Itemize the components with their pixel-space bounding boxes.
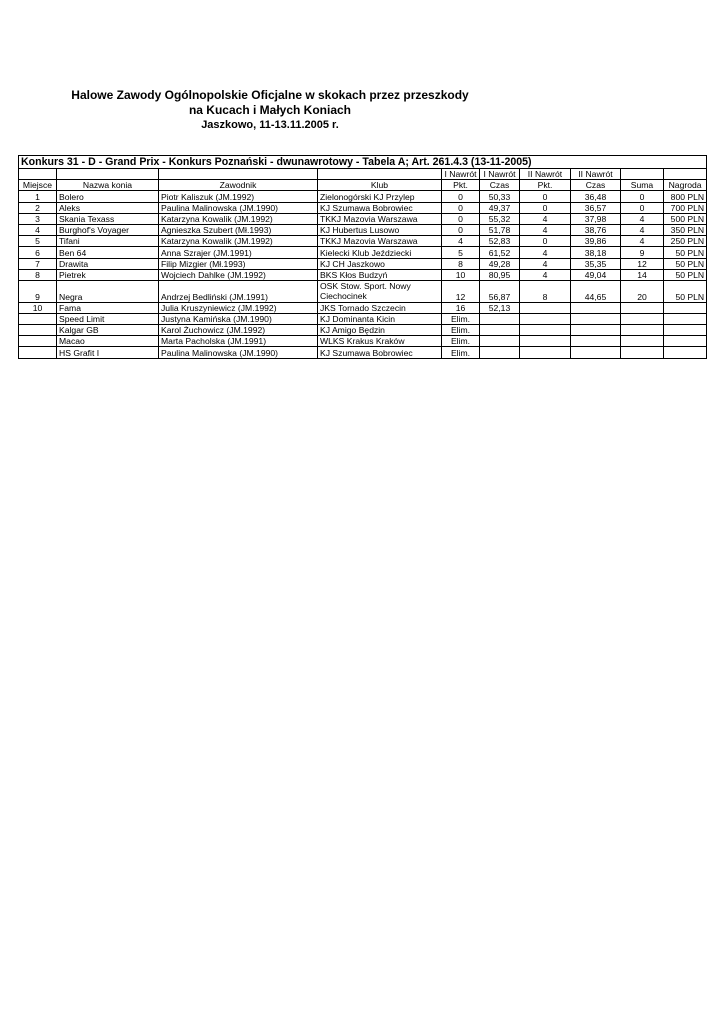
rider-cell: Piotr Kaliszuk (JM.1992) [159,191,318,202]
sum-cell: 4 [621,236,664,247]
rider-cell: Karol Żuchowicz (JM.1992) [159,325,318,336]
round2-time-cell [571,313,621,324]
prize-cell [664,313,707,324]
prize-cell [664,325,707,336]
rider-cell: Julia Kruszyniewicz (JM.1992) [159,302,318,313]
group-header-row [19,169,707,180]
round1-time-cell [480,336,520,347]
column-header-prize: Nagroda [664,180,707,191]
column-header-club: Klub [318,180,442,191]
round2-points-group-header: II Nawrót [520,169,571,180]
place-cell: 2 [19,202,57,213]
round2-time-cell: 38,18 [571,247,621,258]
round2-time-cell: 35,35 [571,258,621,269]
sum-cell: 14 [621,269,664,280]
round1-points-cell: 0 [442,224,480,235]
round1-time-cell: 80,95 [480,269,520,280]
prize-cell: 800 PLN [664,191,707,202]
round2-time-cell: 36,57 [571,202,621,213]
sum-cell: 0 [621,191,664,202]
rider-cell: Katarzyna Kowalik (JM.1992) [159,213,318,224]
round2-time-cell: 36,48 [571,191,621,202]
round1-time-cell: 52,83 [480,236,520,247]
empty-cell [19,169,57,180]
round1-time-cell: 56,87 [480,280,520,302]
column-header-rider: Zawodnik [159,180,318,191]
round2-points-cell [520,336,571,347]
table-row [19,313,707,324]
horse-name-cell: Drawita [57,258,159,269]
club-cell: Zielonogórski KJ Przylep [318,191,442,202]
horse-name-cell: Negra [57,280,159,302]
round1-time-cell: 51,78 [480,224,520,235]
place-cell [19,336,57,347]
table-row [19,224,707,235]
sum-cell [621,302,664,313]
table-row [19,236,707,247]
empty-cell [159,169,318,180]
club-cell: KJ CH Jaszkowo [318,258,442,269]
round2-time-cell: 39,86 [571,236,621,247]
rider-cell: Marta Pacholska (JM.1991) [159,336,318,347]
round1-time-cell: 52,13 [480,302,520,313]
round1-time-cell: 55,32 [480,213,520,224]
round2-time-cell [571,347,621,358]
place-cell: 9 [19,280,57,302]
round2-points-cell [520,347,571,358]
sum-cell: 0 [621,202,664,213]
table-row [19,247,707,258]
rider-cell: Anna Szrajer (JM.1991) [159,247,318,258]
round1-time-cell: 61,52 [480,247,520,258]
club-cell: KJ Hubertus Lusowo [318,224,442,235]
horse-name-cell: Burghof's Voyager [57,224,159,235]
round2-points-cell: 4 [520,247,571,258]
prize-cell: 500 PLN [664,213,707,224]
round2-points-cell: 4 [520,224,571,235]
sum-cell [621,347,664,358]
horse-name-cell: Aleks [57,202,159,213]
round1-time-group-header: I Nawrót [480,169,520,180]
horse-name-cell: Skania Texass [57,213,159,224]
round2-time-cell [571,325,621,336]
round1-points-cell: 0 [442,191,480,202]
club-cell: KJ Amigo Będzin [318,325,442,336]
club-cell: TKKJ Mazovia Warszawa [318,213,442,224]
club-cell: JKS Tornado Szczecin [318,302,442,313]
rider-cell: Justyna Kamińska (JM.1990) [159,313,318,324]
club-cell: KJ Szumawa Bobrowiec [318,202,442,213]
prize-cell [664,302,707,313]
column-header-sum: Suma [621,180,664,191]
club-cell: KJ Dominanta Kicin [318,313,442,324]
empty-cell [664,169,707,180]
horse-name-cell: Speed Limit [57,313,159,324]
competition-caption: Konkurs 31 - D - Grand Prix - Konkurs Poznański - dwunawrotowy - Tabela A; Art. 261.4.3 (13-11-2005) [19,156,707,169]
table-row [19,202,707,213]
table-row [19,280,707,302]
round2-points-cell: 4 [520,269,571,280]
club-cell: TKKJ Mazovia Warszawa [318,236,442,247]
place-cell [19,313,57,324]
prize-cell: 50 PLN [664,258,707,269]
round2-time-cell: 49,04 [571,269,621,280]
round1-points-cell: 4 [442,236,480,247]
place-cell: 6 [19,247,57,258]
round2-points-cell: 4 [520,213,571,224]
round2-time-cell: 37,98 [571,213,621,224]
round1-time-cell [480,347,520,358]
horse-name-cell: Fama [57,302,159,313]
round1-points-cell: Elim. [442,325,480,336]
sum-cell: 4 [621,213,664,224]
sum-cell [621,325,664,336]
sum-cell [621,336,664,347]
document-title: Halowe Zawody Ogólnopolskie Oficjalne w skokach przez przeszkody [71,88,469,102]
horse-name-cell: HS Grafit I [57,347,159,358]
horse-name-cell: Bolero [57,191,159,202]
prize-cell: 50 PLN [664,247,707,258]
column-header-row [19,180,707,191]
round1-points-cell: 5 [442,247,480,258]
rider-cell: Paulina Malinowska (JM.1990) [159,202,318,213]
rider-cell: Andrzej Bedliński (JM.1991) [159,280,318,302]
round2-points-cell [520,325,571,336]
place-cell: 7 [19,258,57,269]
empty-cell [318,169,442,180]
prize-cell: 350 PLN [664,224,707,235]
empty-cell [621,169,664,180]
round2-time-cell [571,336,621,347]
round1-time-cell [480,325,520,336]
round1-points-cell: 0 [442,213,480,224]
table-row [19,347,707,358]
table-row [19,302,707,313]
horse-name-cell: Ben 64 [57,247,159,258]
column-header-place: Miejsce [19,180,57,191]
table-row [19,258,707,269]
rider-cell: Katarzyna Kowalik (JM.1992) [159,236,318,247]
prize-cell: 50 PLN [664,280,707,302]
empty-cell [57,169,159,180]
round2-points-cell: 8 [520,280,571,302]
round2-time-cell: 44,65 [571,280,621,302]
table-row [19,213,707,224]
place-cell: 8 [19,269,57,280]
place-cell: 10 [19,302,57,313]
club-cell: BKS Kłos Budzyń [318,269,442,280]
place-cell: 4 [19,224,57,235]
round2-points-cell: 0 [520,191,571,202]
round2-time-cell [571,302,621,313]
sum-cell: 20 [621,280,664,302]
rider-cell: Agnieszka Szubert (Mł.1993) [159,224,318,235]
horse-name-cell: Macao [57,336,159,347]
sum-cell: 4 [621,224,664,235]
round2-points-cell: 0 [520,202,571,213]
sum-cell: 12 [621,258,664,269]
place-cell: 3 [19,213,57,224]
place-cell: 1 [19,191,57,202]
round1-points-cell: 10 [442,269,480,280]
round1-points-cell: Elim. [442,313,480,324]
round1-time-cell: 49,28 [480,258,520,269]
place-cell [19,347,57,358]
round2-points-cell: 0 [520,236,571,247]
round1-time-cell [480,313,520,324]
place-cell [19,325,57,336]
column-header-round1-time: Czas [480,180,520,191]
prize-cell: 50 PLN [664,269,707,280]
round1-points-group-header: I Nawrót [442,169,480,180]
table-row [19,191,707,202]
round1-points-cell: 0 [442,202,480,213]
rider-cell: Wojciech Dahlke (JM.1992) [159,269,318,280]
round1-time-cell: 50,33 [480,191,520,202]
prize-cell [664,336,707,347]
club-cell: WLKS Krakus Kraków [318,336,442,347]
round2-time-group-header: II Nawrót [571,169,621,180]
prize-cell: 250 PLN [664,236,707,247]
round1-points-cell: 8 [442,258,480,269]
event-place-date: Jaszkowo, 11-13.11.2005 r. [201,119,339,131]
round1-points-cell: 12 [442,280,480,302]
round2-points-cell: 4 [520,258,571,269]
caption-row [19,156,707,169]
rider-cell: Paulina Malinowska (JM.1990) [159,347,318,358]
sum-cell [621,313,664,324]
round2-points-cell [520,302,571,313]
prize-cell [664,347,707,358]
document-subtitle: na Kucach i Małych Koniach [188,103,352,117]
place-cell: 5 [19,236,57,247]
rider-cell: Filip Mizgier (Mł.1993) [159,258,318,269]
horse-name-cell: Tifani [57,236,159,247]
table-row [19,269,707,280]
column-header-round2-time: Czas [571,180,621,191]
column-header-horse: Nazwa konia [57,180,159,191]
round1-time-cell: 49,37 [480,202,520,213]
club-cell: OSK Stow. Sport. Nowy Ciechocinek [318,280,442,302]
club-cell: KJ Szumawa Bobrowiec [318,347,442,358]
club-cell: Kielecki Klub Jeździecki [318,247,442,258]
round1-points-cell: 16 [442,302,480,313]
column-header-round2-points: Pkt. [520,180,571,191]
round2-points-cell [520,313,571,324]
round2-time-cell: 38,76 [571,224,621,235]
results-table [18,155,707,359]
horse-name-cell: Pietrek [57,269,159,280]
table-row [19,336,707,347]
prize-cell: 700 PLN [664,202,707,213]
round1-points-cell: Elim. [442,347,480,358]
sum-cell: 9 [621,247,664,258]
column-header-round1-points: Pkt. [442,180,480,191]
horse-name-cell: Kalgar GB [57,325,159,336]
round1-points-cell: Elim. [442,336,480,347]
table-row [19,325,707,336]
